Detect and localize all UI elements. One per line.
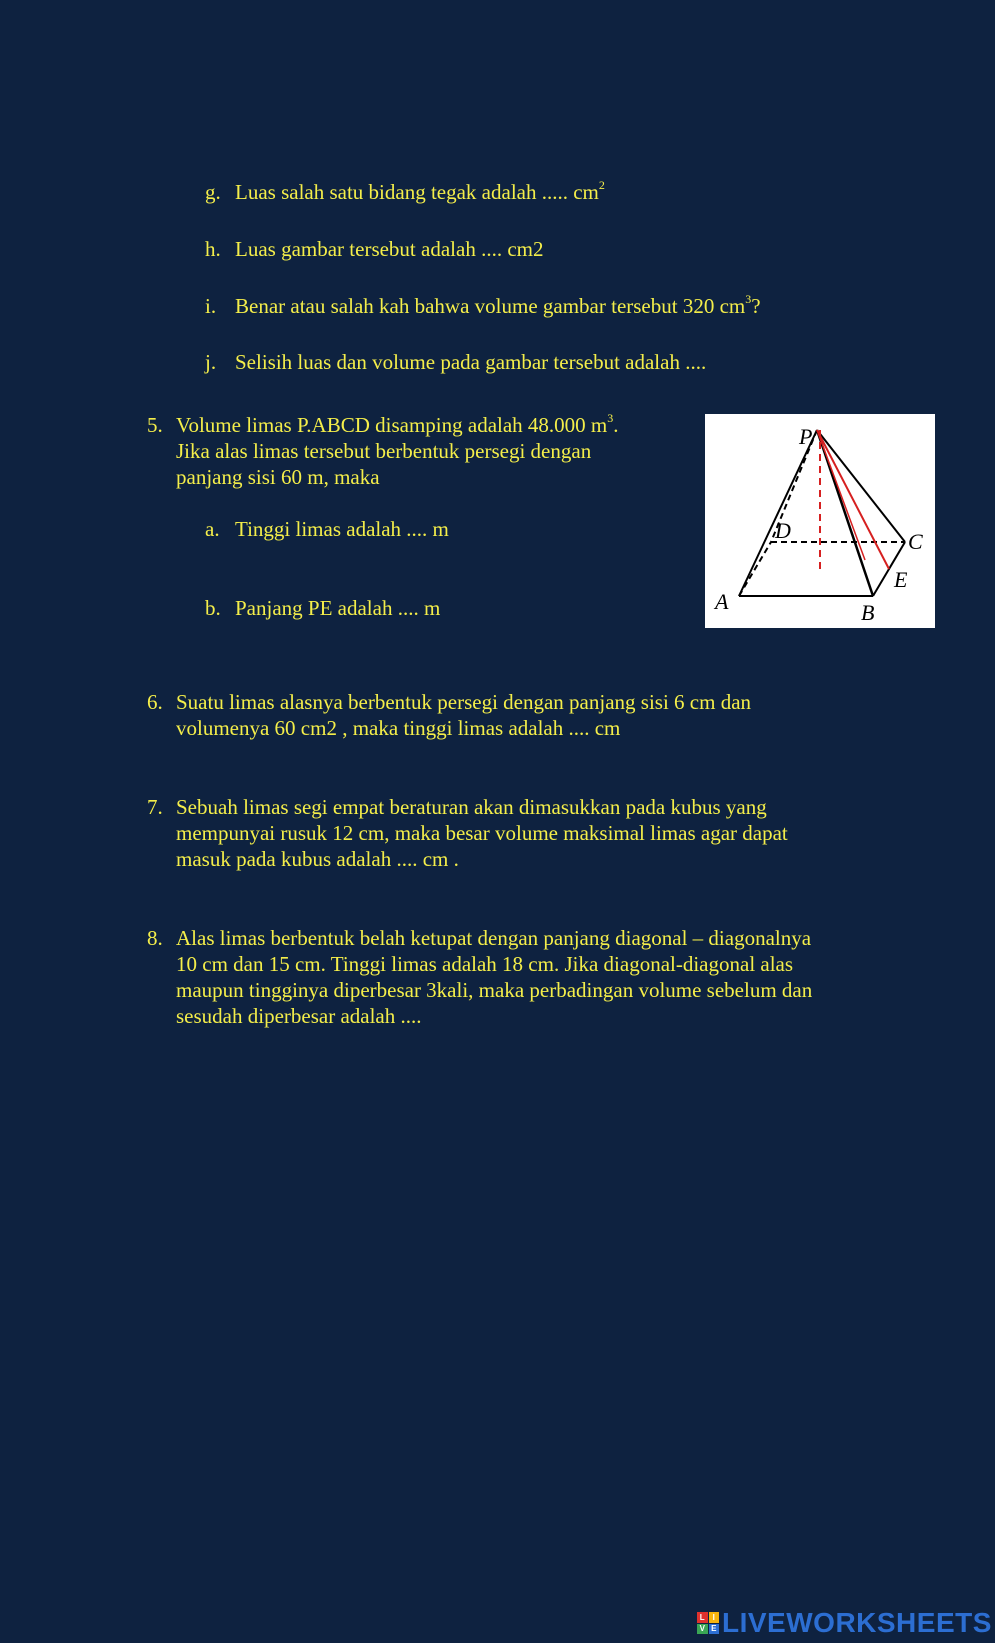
label-a: A: [715, 589, 729, 614]
q5-line3: panjang sisi 60 m, maka: [176, 465, 380, 489]
q5-line1-after: .: [613, 413, 619, 437]
q5-line1: [176, 412, 619, 438]
q7-line1: Sebuah limas segi empat beraturan akan dimasukkan pada kubus yang: [176, 795, 767, 819]
q8-line3: maupun tingginya diperbesar 3kali, maka perbadingan volume sebelum dan: [176, 978, 813, 1002]
item-g-marker: g.: [205, 180, 221, 204]
q5-number: 5.: [147, 413, 163, 437]
q5-line1-sup: 3: [607, 411, 614, 425]
q8-number: 8.: [147, 926, 163, 950]
label-p: P: [799, 424, 813, 449]
label-d: D: [775, 518, 791, 543]
q5-a-marker: a.: [205, 517, 220, 541]
item-j-marker: j.: [205, 350, 217, 374]
logo-letter-v: V: [697, 1624, 708, 1635]
liveworksheets-brand[interactable]: [697, 1607, 992, 1639]
pyramid-diagram: [705, 414, 935, 628]
item-i-body: Benar atau salah kah bahwa volume gambar tersebut 320 cm: [235, 294, 746, 318]
q8-line4: sesudah diperbesar adalah ....: [176, 1004, 422, 1028]
q5-b-text: Panjang PE adalah .... m: [235, 596, 441, 620]
item-i-marker: i.: [205, 294, 217, 318]
logo-letter-e: E: [709, 1624, 720, 1635]
item-i-text: [235, 293, 761, 319]
q5-b-marker: b.: [205, 596, 221, 620]
item-i-after: ?: [751, 294, 761, 318]
item-g-text: [235, 179, 605, 205]
q7-line2: mempunyai rusuk 12 cm, maka besar volume maksimal limas agar dapat: [176, 821, 788, 845]
q6-line2: volumenya 60 cm2 , maka tinggi limas adalah .... cm: [176, 716, 621, 740]
q8-line1: Alas limas berbentuk belah ketupat dengan panjang diagonal – diagonalnya: [176, 926, 812, 950]
label-b: B: [861, 600, 875, 625]
edge-pc: [817, 430, 905, 542]
liveworksheets-logo-icon: [697, 1612, 719, 1634]
q6-number: 6.: [147, 690, 163, 714]
label-c: C: [908, 529, 923, 554]
q7-line3: masuk pada kubus adalah .... cm .: [176, 847, 459, 871]
item-h-marker: h.: [205, 237, 221, 261]
q5-line2: Jika alas limas tersebut berbentuk persegi dengan: [176, 439, 592, 463]
item-i-sup: 3: [745, 292, 752, 306]
q7-number: 7.: [147, 795, 163, 819]
brand-name: LIVEWORKSHEETS: [722, 1607, 992, 1638]
item-g-body: Luas salah satu bidang tegak adalah ..... cm: [235, 180, 599, 204]
item-h-text: Luas gambar tersebut adalah .... cm2: [235, 237, 544, 261]
item-j-text: Selisih luas dan volume pada gambar tersebut adalah ....: [235, 350, 707, 374]
edge-pa: [739, 430, 817, 596]
pyramid-figure: [705, 414, 935, 628]
logo-letter-i: I: [709, 1612, 720, 1623]
q5-a-text: Tinggi limas adalah .... m: [235, 517, 449, 541]
slant-line: [817, 430, 865, 560]
q8-line2: 10 cm dan 15 cm. Tinggi limas adalah 18 cm. Jika diagonal-diagonal alas: [176, 952, 794, 976]
item-g-sup: 2: [598, 178, 605, 192]
logo-letter-l: L: [697, 1612, 708, 1623]
q6-line1: Suatu limas alasnya berbentuk persegi dengan panjang sisi 6 cm dan: [176, 690, 752, 714]
label-e: E: [894, 567, 908, 592]
q5-line1-body: Volume limas P.ABCD disamping adalah 48.000 m: [176, 413, 608, 437]
apothem-pe: [817, 430, 889, 569]
